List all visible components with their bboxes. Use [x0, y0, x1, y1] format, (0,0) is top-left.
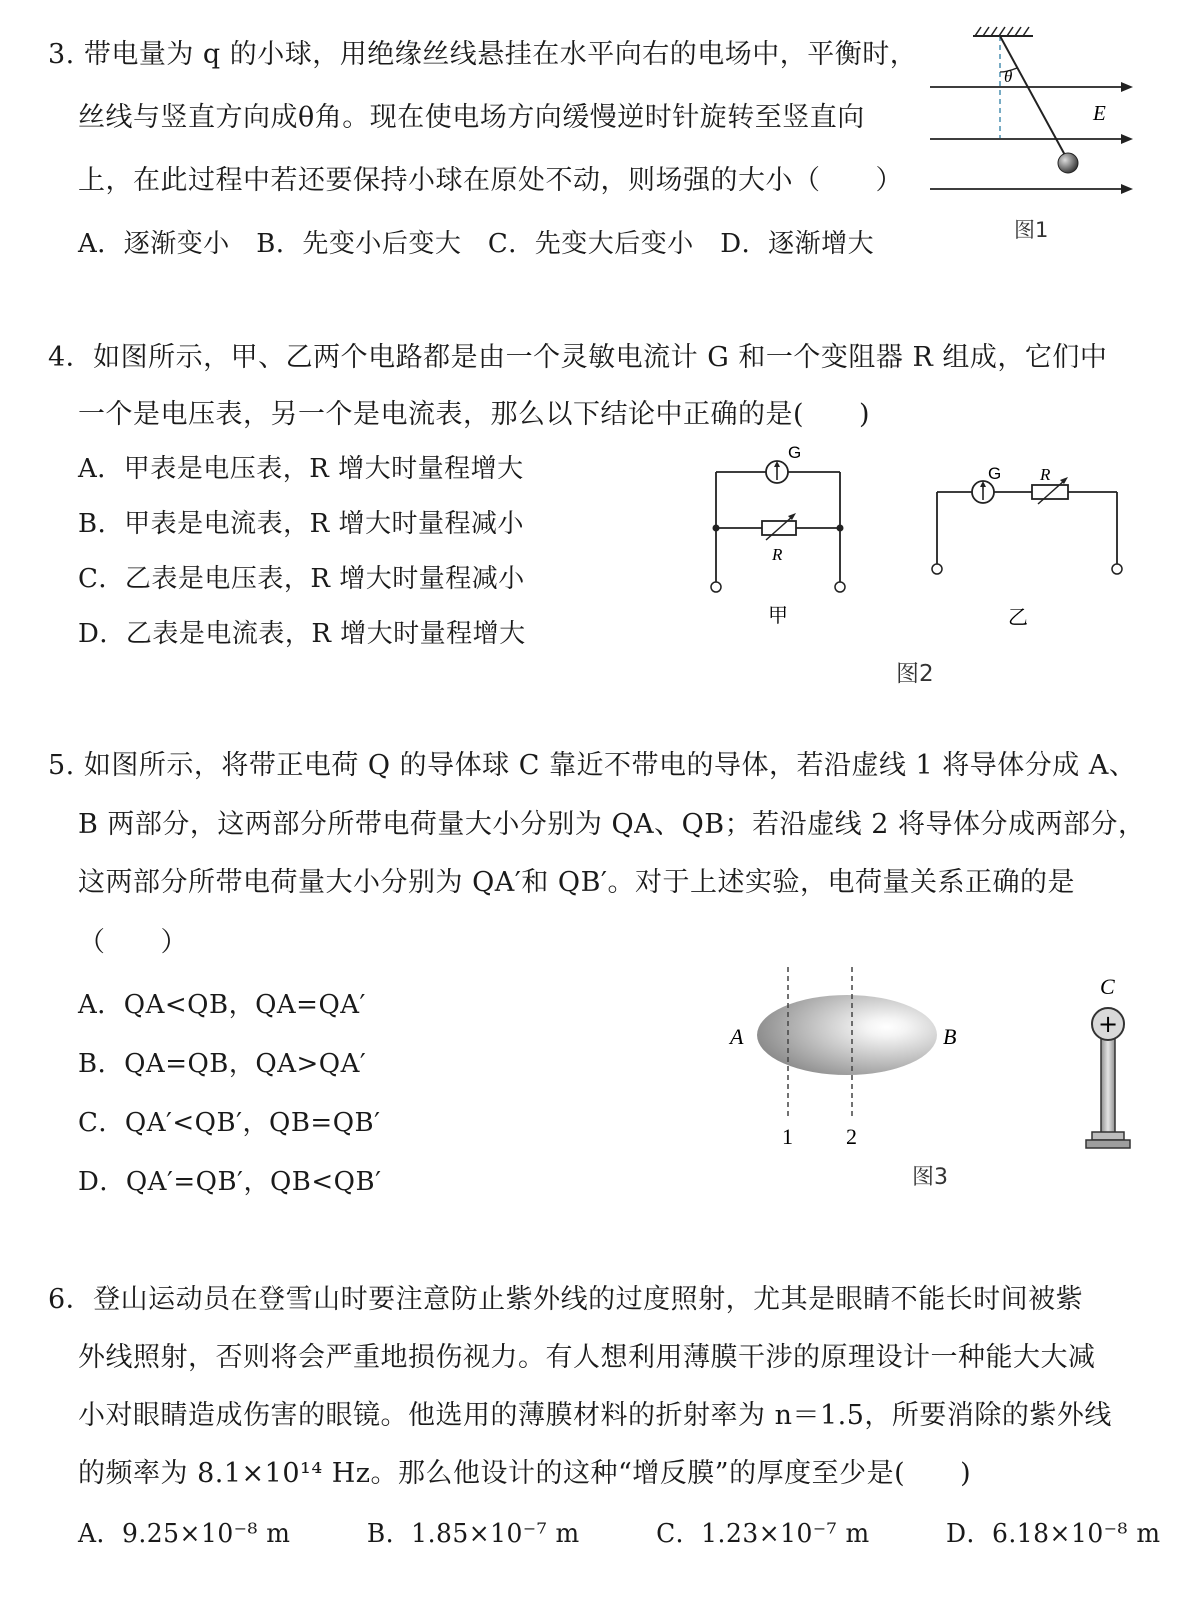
question-4-option-a: A．甲表是电压表，R 增大时量程增大	[78, 454, 524, 484]
label-line-1: 1	[782, 1124, 793, 1149]
question-4-option-d: D．乙表是电流表，R 增大时量程增大	[78, 619, 526, 649]
question-5-option-c: C．QA′<QB′，QB=QB′	[78, 1108, 381, 1138]
label-b: B	[943, 1024, 957, 1049]
plus-sign: +	[1097, 1010, 1119, 1038]
figure-3-conductor-diagram	[720, 962, 1140, 1162]
question-6-line-4: 的频率为 8.1×10¹⁴ Hz。那么他设计的这种“增反膜”的厚度至少是( )	[78, 1458, 972, 1489]
circuit-jia-label: 甲	[768, 603, 788, 627]
label-line-2: 2	[846, 1124, 857, 1149]
question-4-option-b: B．甲表是电流表，R 增大时量程减小	[78, 509, 524, 539]
circuit-yi-g-label: G	[988, 464, 1002, 483]
insulating-stand-pole	[1101, 1034, 1115, 1134]
junction-dot-left	[713, 525, 720, 532]
ceiling-hatch	[975, 27, 1029, 36]
field-label: E	[1093, 101, 1106, 125]
stand-base	[1086, 1140, 1130, 1148]
field-arrowheads	[1121, 82, 1133, 194]
uncharged-conductor	[757, 995, 937, 1075]
circuit-yi-label: 乙	[1008, 605, 1028, 629]
label-a: A	[730, 1024, 744, 1049]
question-3-line-2: 丝线与竖直方向成θ角。现在使电场方向缓慢逆时针旋转至竖直向	[78, 102, 865, 133]
question-6-line-2: 外线照射，否则将会严重地损伤视力。有人想利用薄膜干涉的原理设计一种能大大减	[78, 1342, 1096, 1373]
figure-1-caption: 图1	[1014, 218, 1049, 242]
terminal-right	[1112, 564, 1122, 574]
terminal-left	[711, 582, 721, 592]
question-6-options: A．9.25×10⁻⁸ m B．1.85×10⁻⁷ m C．1.23×10⁻⁷ m D．6.18×10⁻⁸ m	[78, 1519, 1161, 1549]
circuit-jia-diagram	[700, 440, 860, 640]
question-4-option-c: C．乙表是电压表，R 增大时量程减小	[78, 564, 525, 594]
question-5-line-1: 5. 如图所示，将带正电荷 Q 的导体球 C 靠近不带电的导体，若沿虚线 1 将导体分成 A、	[48, 750, 1137, 781]
rheostat-icon	[1032, 485, 1068, 499]
theta-label: θ	[1004, 67, 1013, 86]
question-4-line-1: 4．如图所示，甲、乙两个电路都是由一个灵敏电流计 G 和一个变阻器 R 组成，它们中	[48, 342, 1108, 373]
question-5-option-b: B．QA=QB，QA>QA′	[78, 1049, 367, 1079]
circuit-yi-diagram	[920, 460, 1135, 645]
figure-2-caption: 图2	[896, 661, 934, 687]
question-5-option-a: A．QA<QB，QA=QA′	[78, 990, 366, 1020]
question-5-line-4: （ ）	[78, 927, 188, 958]
stand-base-top	[1092, 1132, 1124, 1140]
figure-3-caption: 图3	[912, 1165, 948, 1190]
label-c: C	[1100, 974, 1115, 999]
question-4-line-2: 一个是电压表，另一个是电流表，那么以下结论中正确的是( )	[78, 399, 871, 430]
circuit-yi-wires	[937, 492, 1117, 564]
question-3-options: A．逐渐变小 B．先变小后变大 C．先变大后变小 D．逐渐增大	[78, 229, 875, 259]
question-3-line-1: 3. 带电量为 q 的小球，用绝缘丝线悬挂在水平向右的电场中，平衡时，	[48, 39, 918, 70]
question-5-line-3: 这两部分所带电荷量大小分别为 QA′和 QB′。对于上述实验，电荷量关系正确的是	[78, 867, 1076, 898]
charged-ball	[1058, 153, 1078, 173]
terminal-right	[835, 582, 845, 592]
question-6-line-3: 小对眼睛造成伤害的眼镜。他选用的薄膜材料的折射率为 n＝1.5，所要消除的紫外线	[78, 1400, 1112, 1431]
terminal-left	[932, 564, 942, 574]
question-5-option-d: D．QA′=QB′，QB<QB′	[78, 1167, 382, 1197]
junction-dot-right	[837, 525, 844, 532]
circuit-jia-r-label: R	[772, 545, 783, 564]
question-5-line-2: B 两部分，这两部分所带电荷量大小分别为 QA、QB；若沿虚线 2 将导体分成两部分，	[78, 809, 1146, 840]
circuit-jia-g-label: G	[788, 443, 802, 462]
question-3-line-3: 上，在此过程中若还要保持小球在原处不动，则场强的大小（ ）	[78, 165, 903, 196]
figure-1-pendulum-diagram	[925, 22, 1140, 217]
question-6-line-1: 6．登山运动员在登雪山时要注意防止紫外线的过度照射，尤其是眼睛不能长时间被紫	[48, 1284, 1084, 1315]
circuit-yi-r-label: R	[1040, 465, 1051, 484]
